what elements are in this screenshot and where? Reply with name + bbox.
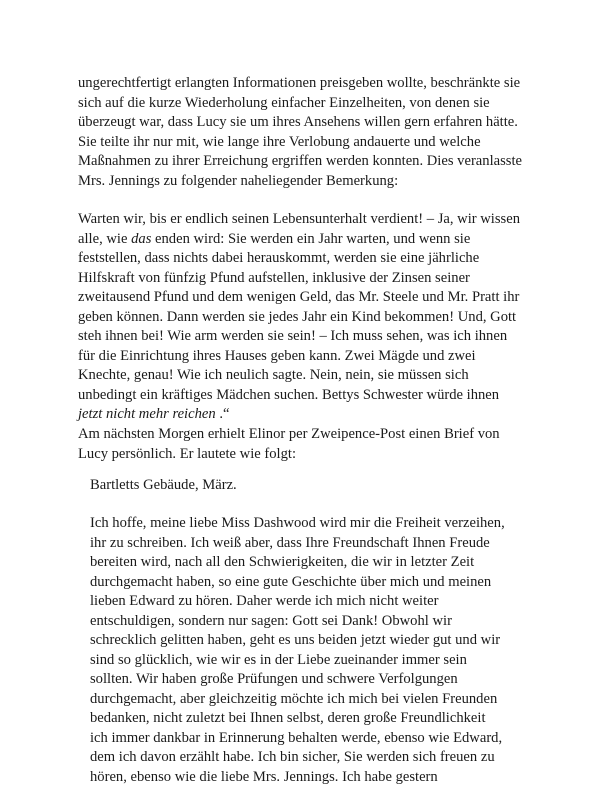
text-line: Maßnahmen zu ihrer Erreichung ergriffen werden konnten. Dies veranlasste xyxy=(78,152,538,172)
paragraph-remark xyxy=(78,210,538,425)
text-line: Warten wir, bis er endlich seinen Lebensunterhalt verdient! – Ja, wir wissen xyxy=(78,210,538,230)
text-line: Ich hoffe, meine liebe Miss Dashwood wird mir die Freiheit verzeihen, xyxy=(90,514,520,534)
text-line xyxy=(78,230,538,250)
text-line: steh ihnen bei! Wie arm werden sie sein! – Ich muss sehen, was ich ihnen xyxy=(78,327,538,347)
text-line: Knechte, genau! Wie ich neulich sagte. Nein, nein, sie müssen sich xyxy=(78,366,538,386)
text-line: durchgemacht, aber gleichzeitig möchte ich mich bei vielen Freunden xyxy=(90,690,520,710)
text-line: schrecklich gelitten haben, geht es uns beiden jetzt wieder gut und wir xyxy=(90,631,520,651)
text-line: sollten. Wir haben große Prüfungen und schwere Verfolgungen xyxy=(90,670,520,690)
text-line xyxy=(78,405,538,425)
text-line: feststellen, dass nichts dabei herauskommt, werden sie eine jährliche xyxy=(78,249,538,269)
text-line: Hilfskraft von fünfzig Pfund aufstellen, inklusive der Zinsen seiner xyxy=(78,269,538,289)
text-line: durchgemacht haben, so eine gute Geschichte über mich und meinen xyxy=(90,573,520,593)
letter-body xyxy=(90,514,520,787)
letter-heading xyxy=(90,476,520,496)
text-line: ungerechtfertigt erlangten Informationen preisgeben wollte, beschränkte sie xyxy=(78,74,538,94)
emphasis-text: das xyxy=(131,231,151,247)
text-line: überzeugt war, dass Lucy sie um ihres Ansehens willen gern erfahren hätte. xyxy=(78,113,538,133)
text-line: entschuldigen, sondern nur sagen: Gott sei Dank! Obwohl wir xyxy=(90,612,520,632)
text-line: bedanken, nicht zuletzt bei Ihnen selbst, deren große Freundlichkeit xyxy=(90,709,520,729)
text-line: sind so glücklich, wie wir es in der Liebe zueinander immer sein xyxy=(90,651,520,671)
text-line: hören, ebenso wie die liebe Mrs. Jennings. Ich habe gestern xyxy=(90,768,520,787)
text-line: geben können. Dann werden sie jedes Jahr ein Kind bekommen! Und, Gott xyxy=(78,308,538,328)
text-fragment: alle, wie xyxy=(78,231,131,247)
text-line: Am nächsten Morgen erhielt Elinor per Zweipence-Post einen Brief von xyxy=(78,425,538,445)
text-line: dem ich davon erzählt habe. Ich bin sicher, Sie werden sich freuen zu xyxy=(90,748,520,768)
text-line: zweitausend Pfund und dem wenigen Geld, das Mr. Steele und Mr. Pratt ihr xyxy=(78,288,538,308)
text-line: ich immer dankbar in Erinnerung behalten werde, ebenso wie Edward, xyxy=(90,729,520,749)
text-line: Lucy persönlich. Er lautete wie folgt: xyxy=(78,445,538,465)
text-line: lieben Edward zu hören. Daher werde ich mich nicht weiter xyxy=(90,592,520,612)
text-line: Bartletts Gebäude, März. xyxy=(90,476,520,496)
text-line: Mrs. Jennings zu folgender naheliegender Bemerkung: xyxy=(78,172,538,192)
paragraph-next-morning xyxy=(78,425,538,464)
text-line: bereiten wird, nach all den Schwierigkeiten, die wir in letzter Zeit xyxy=(90,553,520,573)
text-fragment: enden wird: Sie werden ein Jahr warten, und wenn sie xyxy=(151,231,470,247)
text-line: für die Einrichtung ihres Hauses geben kann. Zwei Mägde und zwei xyxy=(78,347,538,367)
paragraph-intro xyxy=(78,74,538,191)
text-line: ihr zu schreiben. Ich weiß aber, dass Ihre Freundschaft Ihnen Freude xyxy=(90,534,520,554)
text-line: unbedingt ein kräftiges Mädchen suchen. Bettys Schwester würde ihnen xyxy=(78,386,538,406)
text-fragment: .“ xyxy=(216,406,230,422)
text-line: sich auf die kurze Wiederholung einfacher Einzelheiten, von denen sie xyxy=(78,94,538,114)
text-line: Sie teilte ihr nur mit, wie lange ihre Verlobung andauerte und welche xyxy=(78,133,538,153)
emphasis-text: jetzt nicht mehr reichen xyxy=(78,406,216,422)
